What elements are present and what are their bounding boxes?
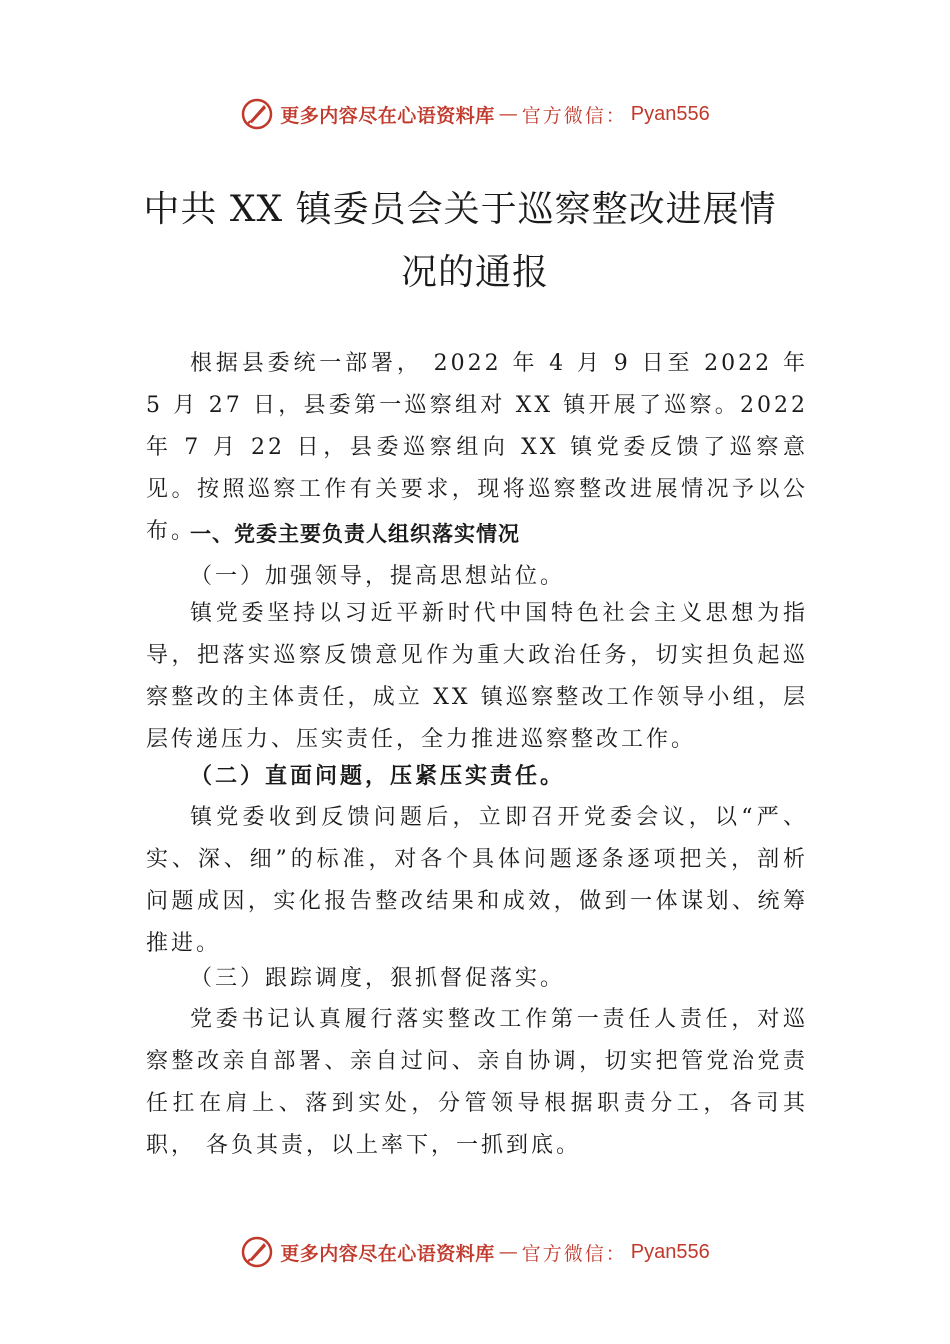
- subsection-2-body: 镇党委收到反馈问题后，立即召开党委会议，以“严、实、深、细”的标准，对各个具体问题逐条逐项把关，剖析问题成因，实化报告整改结果和成效，做到一体谋划、统筹推进。: [146, 805, 808, 956]
- subsection-1-heading: （一）加强领导，提高思想站位。: [190, 564, 566, 589]
- subsection-1-body: 镇党委坚持以习近平新时代中国特色社会主义思想为指导，把落实巡察反馈意见作为重大政治任务，切实担负起巡察整改的主体责任，成立 XX 镇巡察整改工作领导小组，层层传递压力、压实责任，全力推进巡察整改工作。: [146, 601, 808, 752]
- watermark-label: 官方微信：: [521, 104, 627, 127]
- quill-logo-icon: [240, 97, 274, 131]
- subsection-3-heading: （三）跟踪调度，狠抓督促落实。: [190, 966, 566, 991]
- document-title-line-1: 中共 XX 镇委员会关于巡察整改进展情: [143, 189, 777, 230]
- watermark-brand: 更多内容尽在心语资料库: [280, 104, 495, 127]
- watermark-wechat-id: Pyan556: [630, 102, 710, 125]
- watermark-label: 官方微信：: [521, 1242, 627, 1265]
- intro-paragraph: 根据县委统一部署， 2022 年 4 月 9 日至 2022 年 5 月 27 日，县委第一巡察组对 XX 镇开展了巡察。2022 年 7 月 22 日，县委巡察组向 XX 镇党委反馈了巡察意见。按照巡察工作有关要求，现将巡察整改进展情况予以公布。: [146, 351, 808, 544]
- watermark-brand: 更多内容尽在心语资料库: [280, 1242, 495, 1265]
- subsection-2-heading: （二）直面问题，压紧压实责任。: [190, 763, 566, 789]
- section-1-heading: 一、党委主要负责人组织落实情况: [190, 522, 520, 546]
- watermark-wechat-id: Pyan556: [630, 1240, 710, 1263]
- footer-watermark: [0, 1232, 950, 1272]
- document-title-line-2: 况的通报: [400, 252, 549, 293]
- subsection-3-body: 党委书记认真履行落实整改工作第一责任人责任，对巡察整改亲自部署、亲自过问、亲自协调，切实把管党治党责任扛在肩上、落到实处，分管领导根据职责分工，各司其职， 各负其责，以上率下，一抓到底。: [146, 1007, 808, 1158]
- quill-logo-icon: [240, 1235, 274, 1269]
- watermark-dash: —: [498, 1241, 518, 1263]
- watermark-dash: —: [498, 103, 518, 125]
- header-watermark: [0, 94, 950, 134]
